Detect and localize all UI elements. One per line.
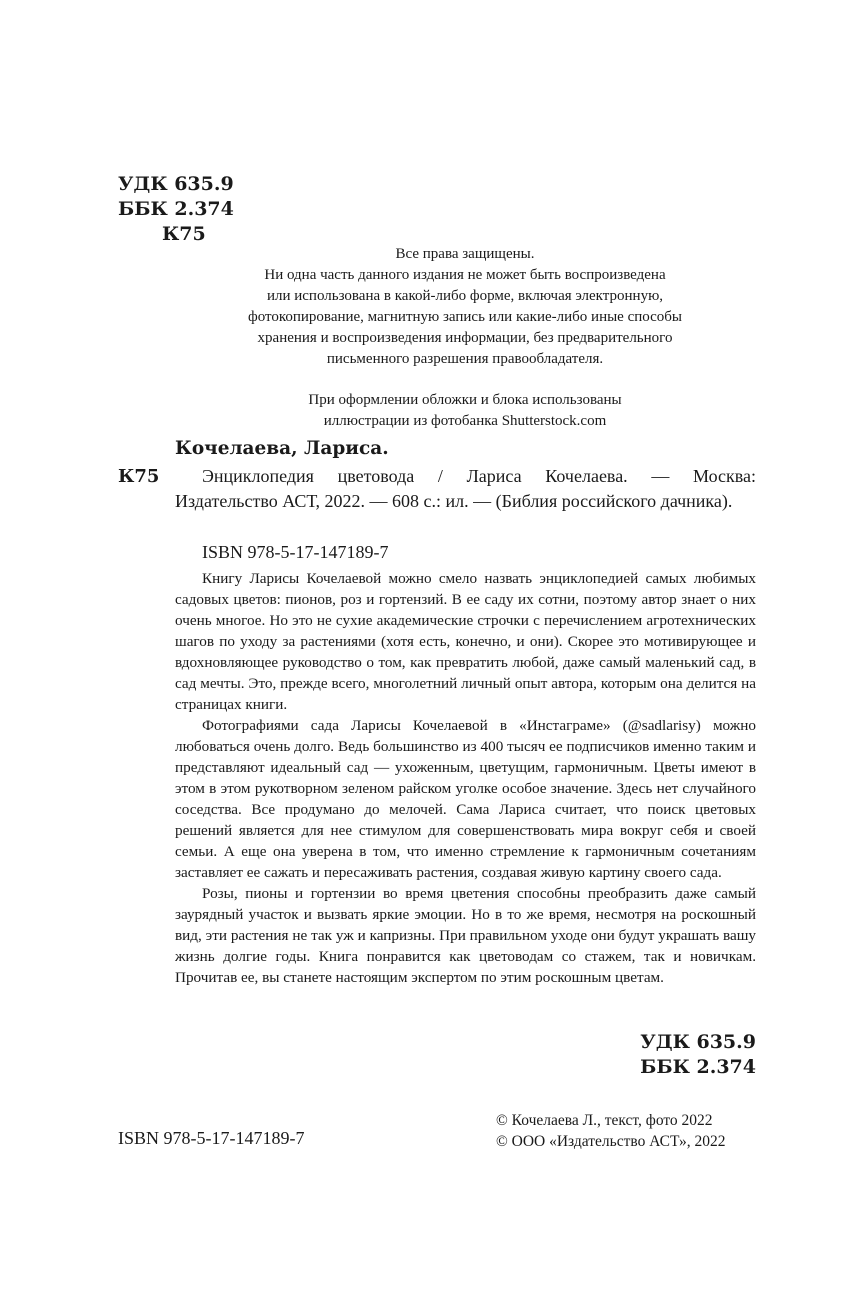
biblio-publisher-lines: Издательство АСТ, 2022. — 608 с.: ил. — (Библия российского дачника). [175,491,733,511]
author-heading: Кочелаева, Лариса. [175,438,389,459]
author-mark: К75 [162,223,206,245]
bbk-code: ББК 2.374 [118,198,234,220]
copyright-block [496,1110,726,1152]
biblio-isbn: ISBN 978-5-17-147189-7 [202,542,389,562]
biblio-title-line: Энциклопедия цветовода / Лариса Кочелаева. — Москва: [202,466,756,486]
rights-line: хранения и воспроизведения информации, без предварительного [257,330,673,346]
rights-notice [160,244,770,432]
rights-line: или использована в какой-либо форме, включая электронную, [266,288,664,304]
bbk-code: ББК 2.374 [640,1056,756,1078]
illustrations-line: иллюстрации из фотобанка Shutterstock.com [323,413,607,429]
bibliographic-mark: К75 [118,466,160,487]
annotation-paragraph: Розы, пионы и гортензии во время цветения способны преобразить даже самый заурядный участок и вызвать яркие эмоции. Но в то же время, несмотря на роскошный вид, эти растения не так уж и капризны. При правильном уходе они будут украшать вашу жизнь долгие годы. Книга понравится как цветоводам со стажем, так и новичкам. Прочитав ее, вы станете настоящим экспертом по этим роскошным цветам. [175,885,756,986]
classification-bottom [640,1030,756,1080]
udk-code: УДК 635.9 [640,1031,756,1053]
classification-top [118,172,234,247]
bibliographic-description [175,464,756,514]
annotation-paragraph: Фотографиями сада Ларисы Кочелаевой в «Инстаграме» (@sadlarisy) можно любоваться очень долго. Ведь большинство из 400 тысяч ее подписчиков именно таким и представляют идеальный сад — ухоженным, цветущим, гармоничным. Цветы имеют в этом в этом рукотворном зеленом райском уголке особое значение. Здесь нет случайного соседства. Все продумано до мелочей. Сама Лариса считает, что поиск цветовых решений является для нее стимулом для совершенствовать мира вокруг себя и своей семьи. А еще она уверена в том, что именно стремление к гармоничным сочетаниям заставляет ее сажать и пересаживать растения, создавая живую картину своего сада. [175,717,756,881]
rights-line: Ни одна часть данного издания не может быть воспроизведена [264,267,666,283]
rights-line: Все права защищены. [395,246,535,262]
copyright-text: © Кочелаева Л., текст, фото 2022 [496,1112,713,1129]
copyright-publisher: © ООО «Издательство АСТ», 2022 [496,1133,726,1150]
footer-isbn: ISBN 978-5-17-147189-7 [118,1128,305,1148]
udk-code: УДК 635.9 [118,173,234,195]
annotation [175,568,756,988]
annotation-paragraph: Книгу Ларисы Кочелаевой можно смело назвать энциклопедией самых любимых садовых цветов: пионов, роз и гортензий. В ее саду их сотни, поэтому автор знает о них очень многое. Но это не сухие академические строчки с перечислением агротехнических шагов по уходу за растениями (хотя есть, конечно, и они). Скорее это мотивирующее и вдохновляющее руководство о том, как превратить любой, даже самый маленький сад, в сад мечты. Это, прежде всего, многолетний личный опыт автора, которым она делится на страницах книги. [175,570,756,713]
rights-line: письменного разрешения правообладателя. [326,351,604,367]
rights-line: фотокопирование, магнитную запись или какие-либо иные способы [247,309,683,325]
illustrations-line: При оформлении обложки и блока использованы [308,392,622,408]
